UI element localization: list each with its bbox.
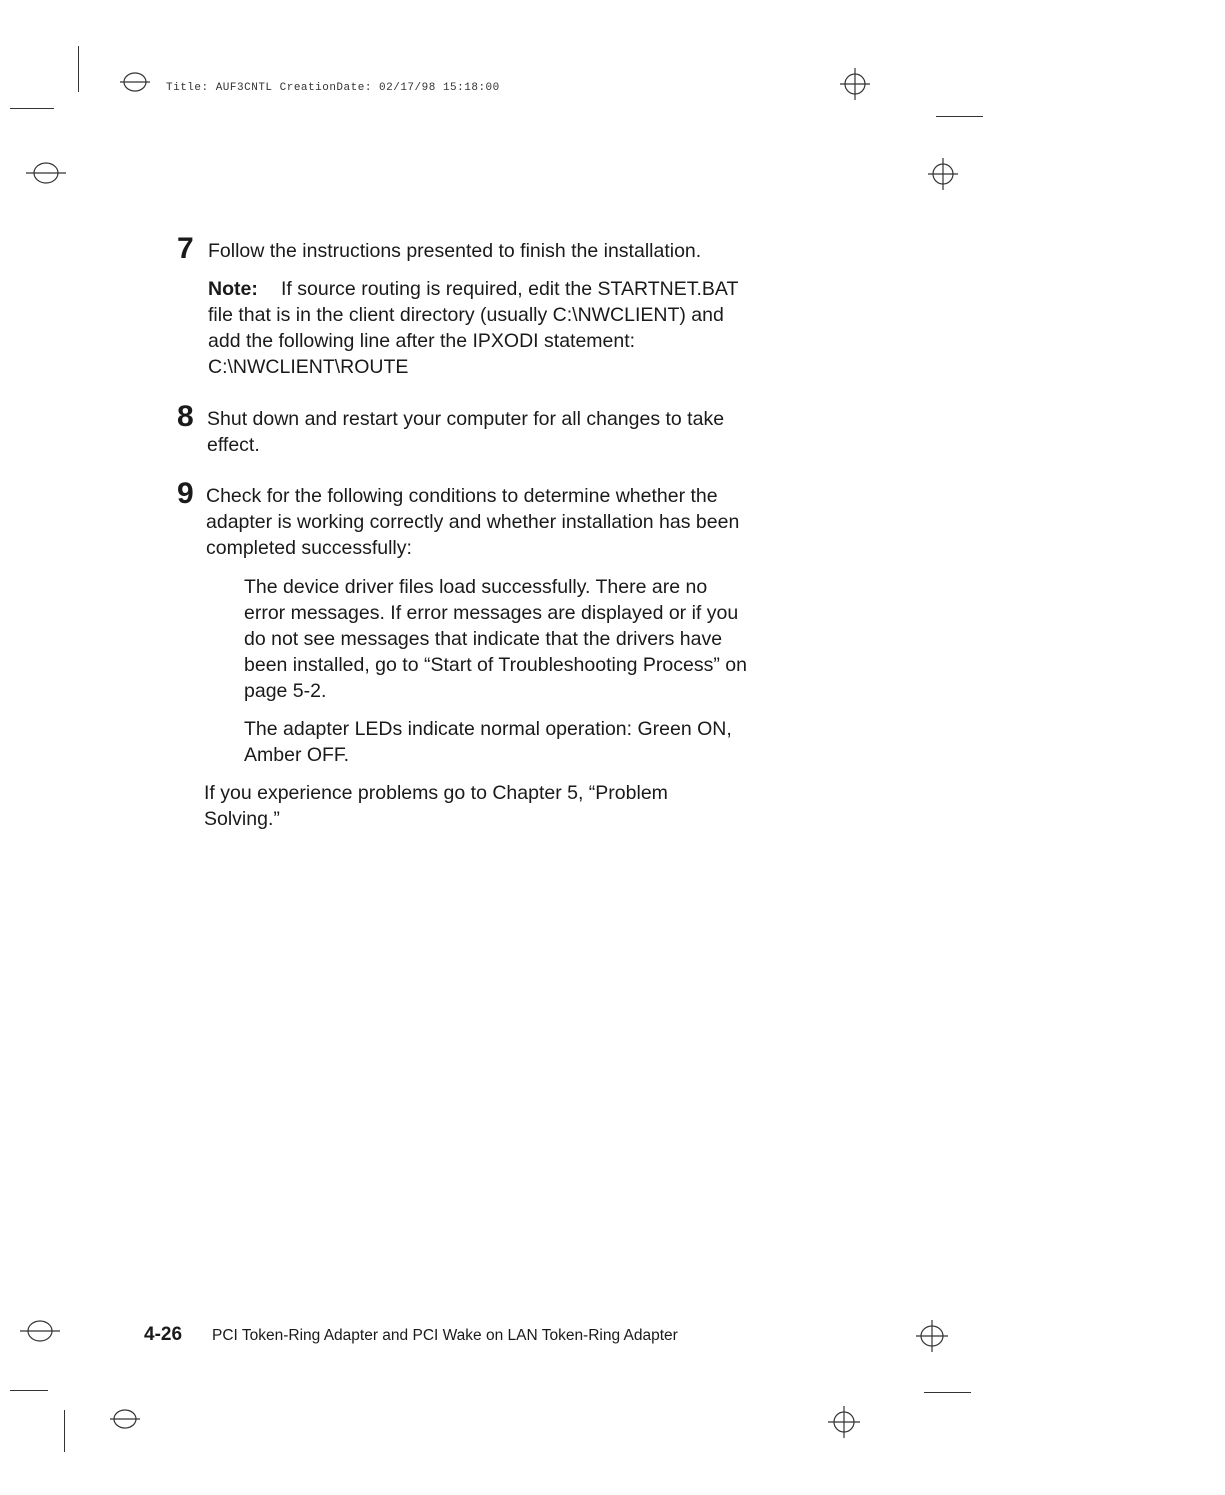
condition-text: page 5-2. xyxy=(244,680,327,702)
note-path: C:\NWCLIENT\ROUTE xyxy=(208,356,409,378)
condition-text: do not see messages that indicate that the drivers have xyxy=(244,628,723,650)
registration-mark-icon xyxy=(826,1404,862,1440)
creation-header: Title: AUF3CNTL CreationDate: 02/17/98 15:18:00 xyxy=(166,82,500,94)
step-number: 7 xyxy=(177,232,194,265)
condition-text: The adapter LEDs indicate normal operation: Green ON, xyxy=(244,718,732,740)
crop-mark-line xyxy=(924,1392,971,1393)
step-text: Follow the instructions presented to finish the installation. xyxy=(208,240,702,262)
note-label: Note: xyxy=(208,278,258,300)
registration-mark-icon xyxy=(838,66,872,102)
note-text: If source routing is required, edit the STARTNET.BAT xyxy=(281,278,739,300)
registration-mark-icon xyxy=(118,70,152,94)
closing-text: If you experience problems go to Chapter 5, “Problem xyxy=(204,782,668,804)
step-text: Shut down and restart your computer for all changes to take xyxy=(207,408,725,430)
crop-mark-line xyxy=(936,116,983,117)
note-text: add the following line after the IPXODI statement: xyxy=(208,330,636,352)
crop-mark-line xyxy=(10,1390,48,1391)
note-text: file that is in the client directory (usually C:\NWCLIENT) and xyxy=(208,304,724,326)
page-number: 4-26 xyxy=(144,1324,183,1345)
crop-mark-line xyxy=(78,46,79,92)
step-text: adapter is working correctly and whether installation has been xyxy=(206,511,740,533)
crop-mark-line xyxy=(64,1410,65,1452)
condition-text: The device driver files load successfully. There are no xyxy=(244,576,708,598)
condition-text: error messages. If error messages are displayed or if you xyxy=(244,602,739,624)
step-text: completed successfully: xyxy=(206,537,412,559)
step-text: effect. xyxy=(207,434,260,456)
closing-text: Solving.” xyxy=(204,808,280,830)
registration-mark-icon xyxy=(18,1318,62,1344)
registration-mark-icon xyxy=(108,1406,142,1432)
condition-text: Amber OFF. xyxy=(244,744,350,766)
step-number: 8 xyxy=(177,400,194,433)
condition-text: been installed, go to “Start of Troubleshooting Process” on xyxy=(244,654,747,676)
registration-mark-icon xyxy=(24,160,68,186)
step-number: 9 xyxy=(177,477,194,510)
crop-mark-line xyxy=(10,108,54,109)
registration-mark-icon xyxy=(926,156,960,192)
step-text: Check for the following conditions to determine whether the xyxy=(206,485,718,507)
book-title: PCI Token-Ring Adapter and PCI Wake on LAN Token-Ring Adapter xyxy=(212,1327,678,1344)
registration-mark-icon xyxy=(914,1318,950,1354)
